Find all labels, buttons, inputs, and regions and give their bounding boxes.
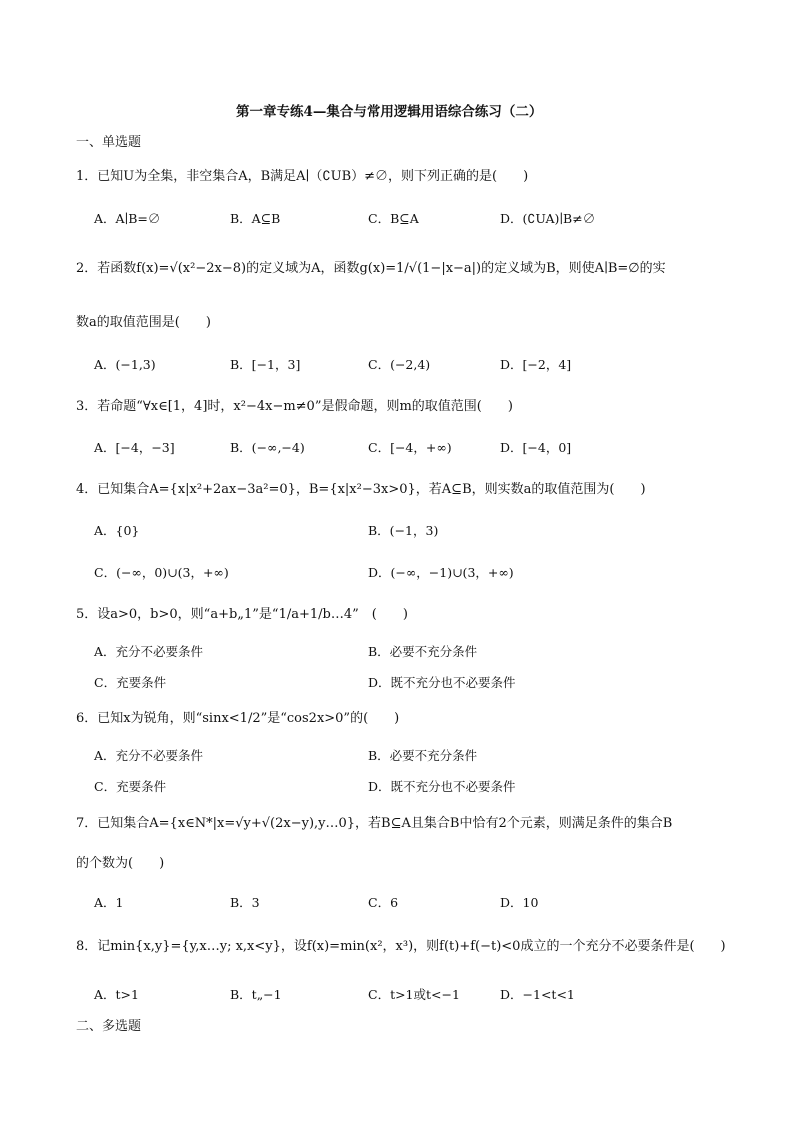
question-5-option-c: C．充要条件 [94,675,167,690]
question-1-option-b: B．A⊆B [230,211,281,226]
question-5-option-d: D．既不充分也不必要条件 [368,675,516,690]
question-4-option-d: D．(−∞，−1)∪(3，+∞) [368,565,514,580]
question-3-option-c: C．[−4，+∞) [368,440,452,455]
question-8-stem: 8．记min{x,y}={y,x…y; x,x<y}，设f(x)=min(x²，x³)，则f(t)+f(−t)<0成立的一个充分不必要条件是( ) [76,939,726,954]
question-3-option-d: D．[−4，0] [500,440,572,455]
section-heading-single-choice: 一、单选题 [76,135,142,150]
section-heading-multiple-choice: 二、多选题 [76,1019,142,1034]
question-7-stem-continued: 的个数为( ) [76,856,165,871]
question-8-option-c: C．t>1或t<−1 [368,987,460,1002]
question-1-option-c: C．B⊆A [368,211,419,226]
question-2-option-c: C．(−2,4) [368,357,431,372]
question-5-option-a: A．充分不必要条件 [94,644,204,659]
question-6-option-c: C．充要条件 [94,779,167,794]
question-1-option-d: D．(∁UA)∣B≠∅ [500,211,596,226]
question-8-option-d: D．−1<t<1 [500,987,575,1002]
question-8-option-a: A．t>1 [94,987,139,1002]
question-7-option-a: A．1 [94,895,124,910]
question-6-stem: 6．已知x为锐角，则“sinx<1/2”是“cos2x>0”的( ) [76,711,400,726]
question-7-option-d: D．10 [500,895,539,910]
question-7-option-b: B．3 [230,895,260,910]
question-2-stem: 2．若函数f(x)=√(x²−2x−8)的定义域为A，函数g(x)=1/√(1−|x−a|)的定义域为B，则使A∣B=∅的实 [76,261,666,276]
question-7-stem: 7．已知集合A={x∈N*|x=√y+√(2x−y),y…0}，若B⊆A且集合B中恰有2个元素，则满足条件的集合B [76,816,673,831]
question-6-option-b: B．必要不充分条件 [368,748,478,763]
question-5-stem: 5．设a>0，b>0，则“a+b„1”是“1/a+1/b…4” ( ) [76,607,408,622]
question-3-stem: 3．若命题“∀x∈[1，4]时，x²−4x−m≠0”是假命题，则m的取值范围( ) [76,399,513,414]
question-4-option-c: C．(−∞，0)∪(3，+∞) [94,565,229,580]
question-4-stem: 4．已知集合A={x|x²+2ax−3a²=0}，B={x|x²−3x>0}，若A⊆B，则实数a的取值范围为( ) [76,482,646,497]
question-5-option-b: B．必要不充分条件 [368,644,478,659]
question-7-option-c: C．6 [368,895,399,910]
question-6-option-a: A．充分不必要条件 [94,748,204,763]
question-2-option-d: D．[−2，4] [500,357,572,372]
question-3-option-b: B．(−∞,−4) [230,440,305,455]
question-4-option-b: B．(−1，3) [368,523,439,538]
question-1-option-a: A．A∣B=∅ [94,211,161,226]
document-title: 第一章专练4—集合与常用逻辑用语综合练习（二） [236,104,543,120]
question-6-option-d: D．既不充分也不必要条件 [368,779,516,794]
question-3-option-a: A．[−4，−3] [94,440,175,455]
question-2-stem-continued: 数a的取值范围是( ) [76,315,211,330]
question-2-option-a: A．(−1,3) [94,357,156,372]
question-8-option-b: B．t„−1 [230,987,282,1002]
question-1-stem: 1．已知U为全集，非空集合A，B满足A∣（∁UB）≠∅，则下列正确的是( ) [76,169,529,184]
question-4-option-a: A．{0} [94,523,140,538]
question-2-option-b: B．[−1，3] [230,357,301,372]
